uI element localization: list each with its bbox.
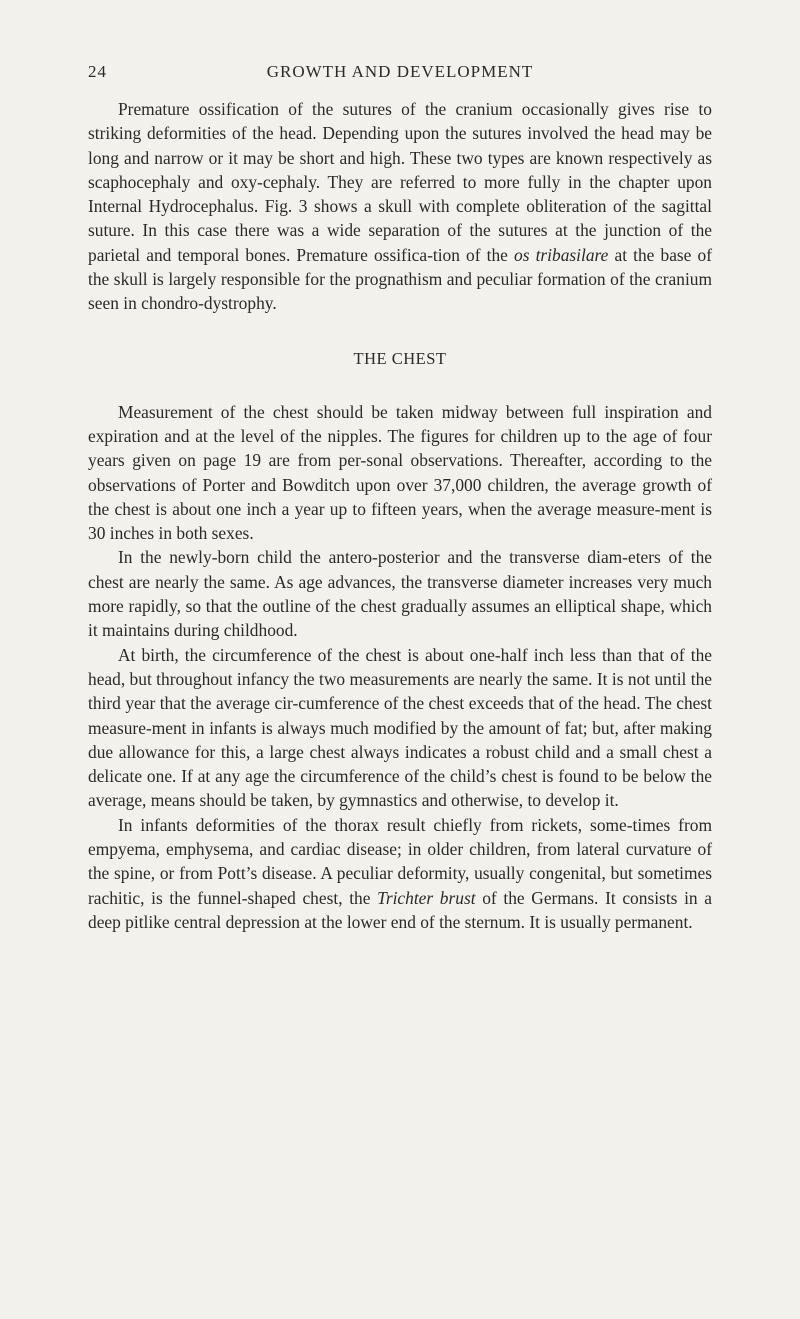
book-page	[88, 62, 712, 934]
italic-term-os-tribasilare: os tribasilare	[514, 244, 609, 265]
paragraph-chest-diameters: In the newly-born child the antero-posterior and the transverse diam-eters of the chest are nearly the same. As age advances, the transverse diameter increases very much more rapidly, so that the outline of the chest gradually assumes an elliptical shape, which it maintains during childhood.	[88, 547, 712, 641]
running-head: GROWTH AND DEVELOPMENT	[266, 62, 534, 81]
paragraph-text: In infants deformities of the thorax result chiefly from rickets, some-times from empyema, emphysema, and cardiac disease; in older children, from lateral curvature of the spine, or from Pott’s disease. A peculiar deformity, usually congenital, but sometimes rachitic, is the funnel-shaped chest, the	[88, 814, 712, 908]
paragraph-chest-circumference: At birth, the circumference of the chest is about one-half inch less than that of the head, but throughout infancy the two measurements are nearly the same. It is not until the third year that the average cir-cumference of the chest exceeds that of the head. The chest measure-ment in infants is always much modified by the amount of fat; but, after making due allowance for this, a large chest always indicates a robust child and a small chest a delicate one. If at any age the circumference of the child’s chest is found to be below the average, means should be taken, by gymnastics and otherwise, to develop it.	[88, 644, 712, 811]
page-header	[88, 62, 712, 90]
page-number: 24	[88, 62, 107, 81]
paragraph-text: of the Germans. It consists in a deep pitlike central depression at the lower end of the sternum. It is usually permanent.	[88, 887, 712, 932]
paragraph-text: at the base of the skull is largely responsible for the prognathism and peculiar formation of the cranium seen in chondro-dystrophy.	[88, 244, 712, 314]
paragraph-thorax-deformities	[88, 813, 712, 934]
paragraph-cranium-ossification	[88, 97, 712, 316]
italic-term-trichter-brust: Trichter brust	[377, 887, 476, 908]
section-heading-the-chest: THE CHEST	[353, 348, 447, 368]
paragraph-chest-measurement: Measurement of the chest should be taken midway between full inspiration and expiration and at the level of the nipples. The figures for children up to the age of four years given on page 19 are from per-sonal observations. Thereafter, according to the observations of Porter and Bowditch upon over 37,000 children, the average growth of the chest is about one inch a year up to fifteen years, when the average measure-ment is 30 inches in both sexes.	[88, 401, 712, 544]
body-text	[88, 97, 712, 934]
paragraph-text: Premature ossification of the sutures of the cranium occasionally gives rise to striking deformities of the head. Depending upon the sutures involved the head may be long and narrow or it may be short and high. These two types are known respectively as scaphocephaly and oxy-cephaly. They are referred to more fully in the chapter upon Internal Hydrocephalus. Fig. 3 shows a skull with complete obliteration of the sagittal suture. In this case there was a wide separation of the sutures at the junction of the parietal and temporal bones. Premature ossifica-tion of the	[88, 99, 712, 265]
